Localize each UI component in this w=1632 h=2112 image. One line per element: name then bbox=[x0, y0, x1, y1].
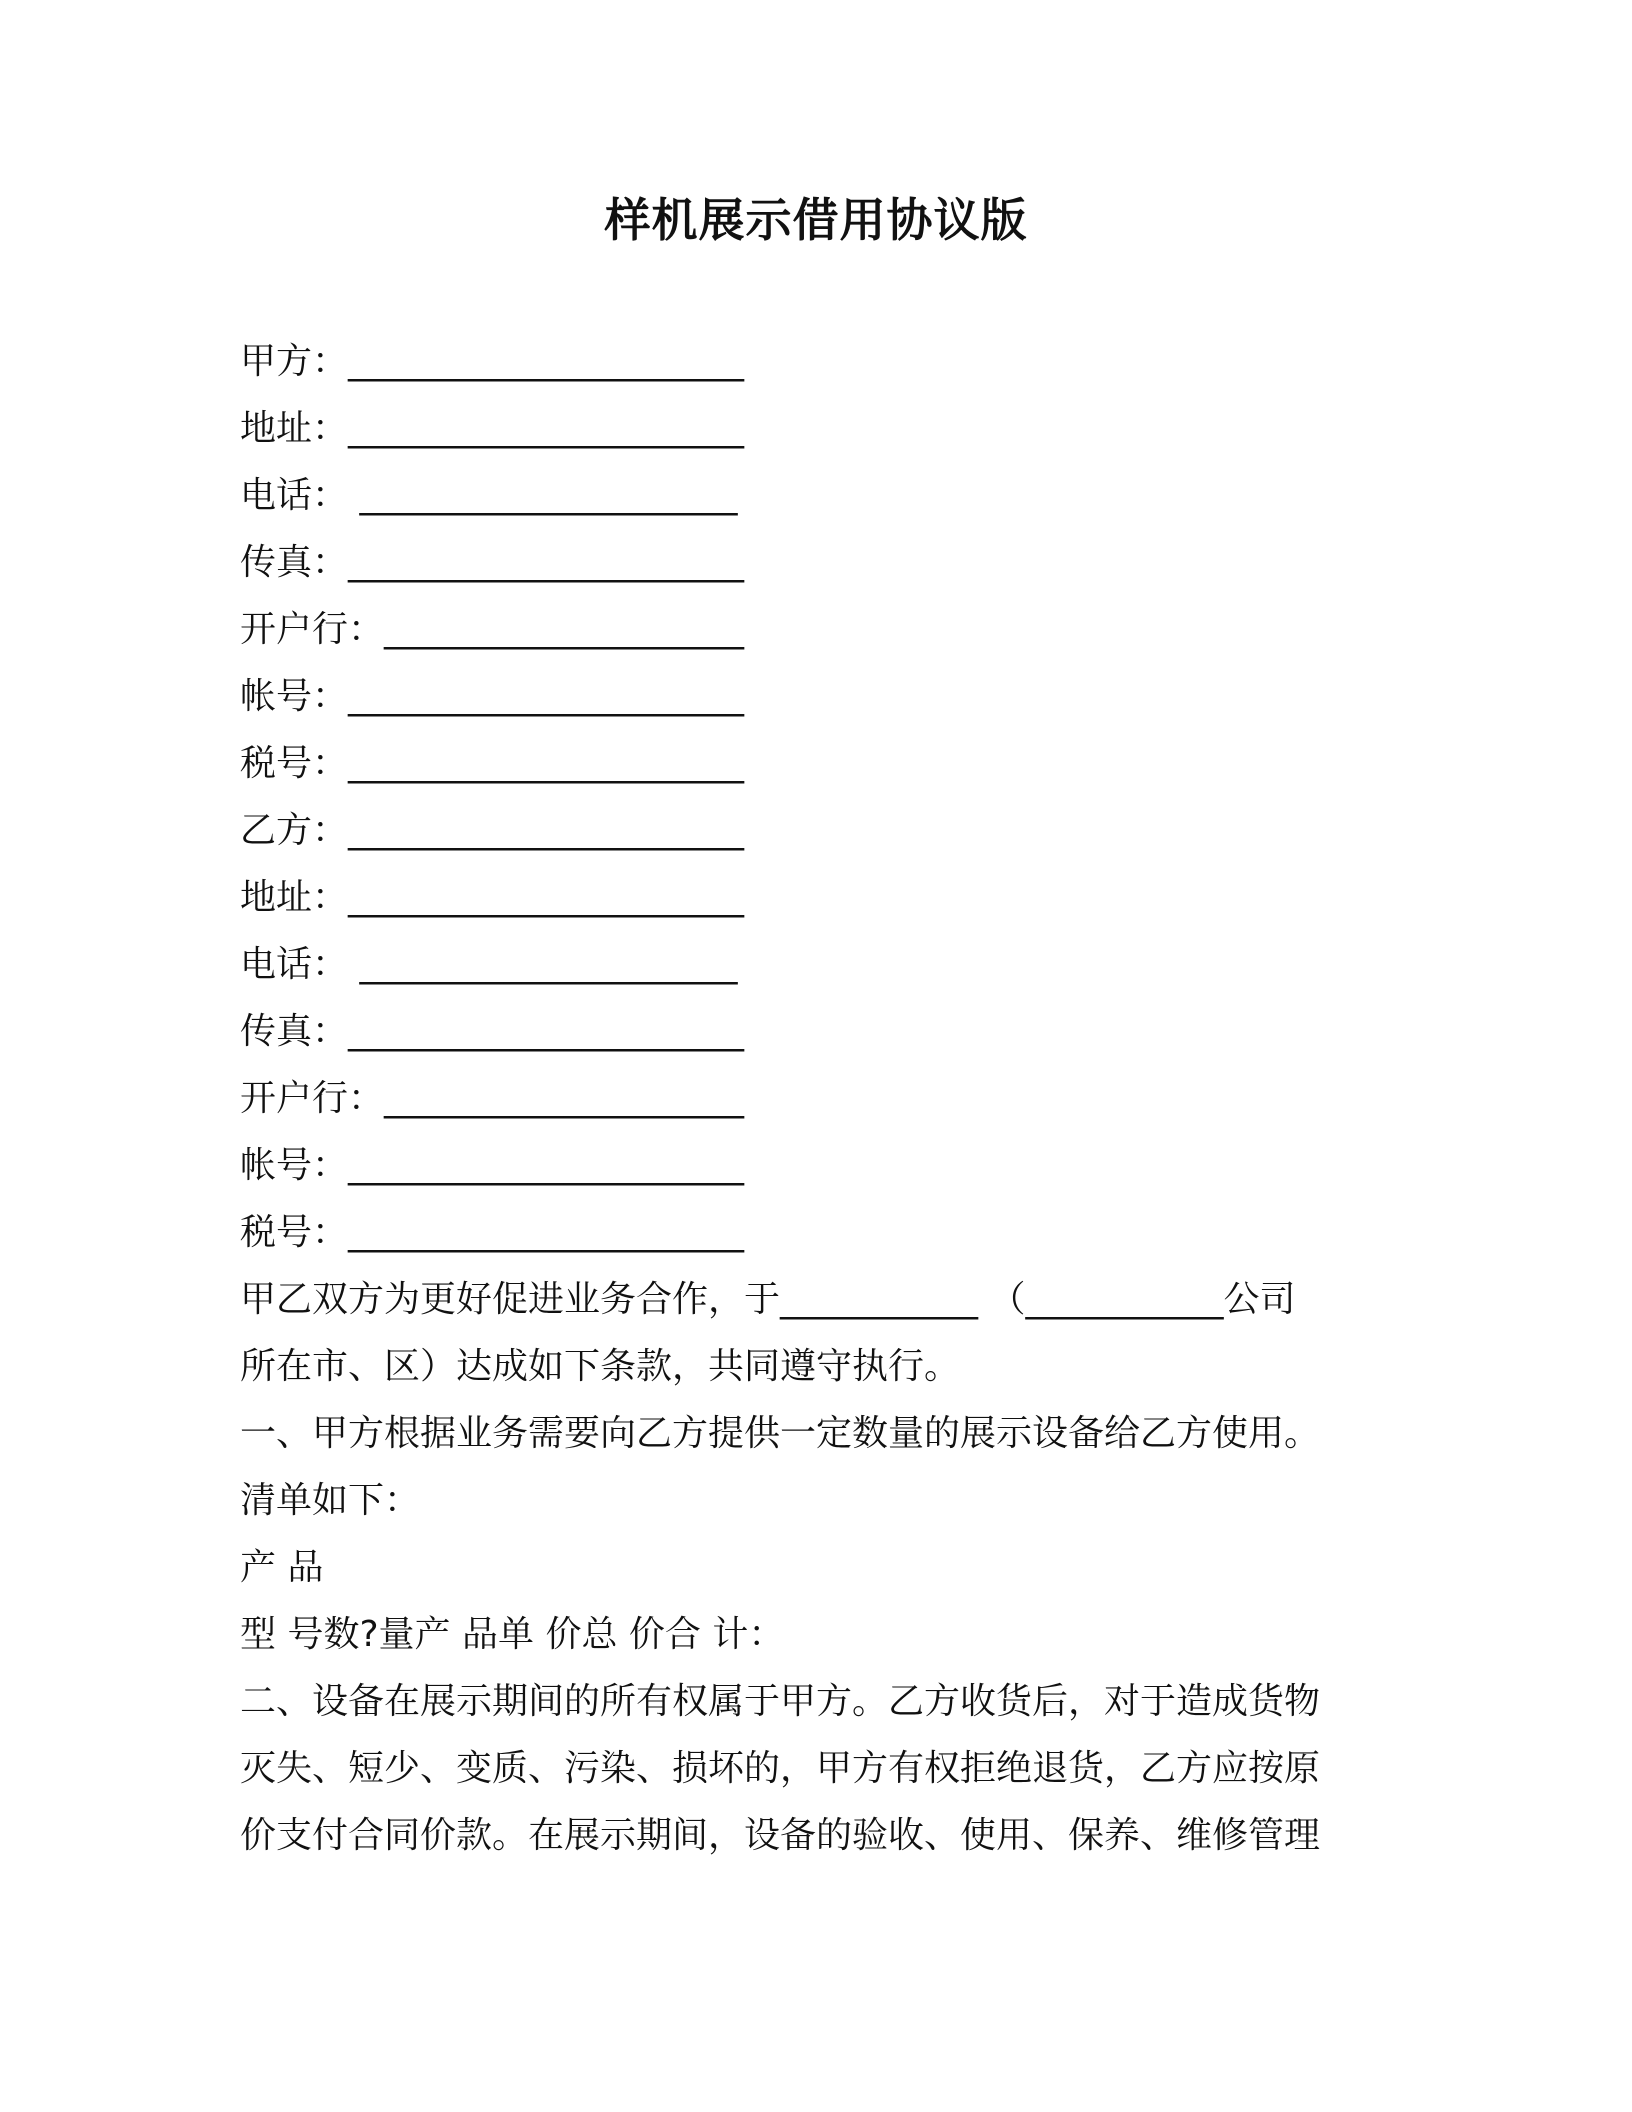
body-line: 清单如下： bbox=[240, 1480, 421, 1521]
party-a-account-field: 帐号：______________________ bbox=[240, 676, 745, 717]
body-line: 一、甲方根据业务需要向乙方提供一定数量的展示设备给乙方使用。 bbox=[240, 1413, 1321, 1454]
party-a-name-field: 甲方：______________________ bbox=[240, 341, 745, 382]
party-b-bank-field: 开户行：____________________ bbox=[240, 1078, 745, 1119]
document-body bbox=[240, 328, 1410, 1869]
party-b-account-field: 帐号：______________________ bbox=[240, 1145, 745, 1186]
party-a-address-field: 地址：______________________ bbox=[240, 408, 745, 449]
party-b-address-field: 地址：______________________ bbox=[240, 877, 745, 918]
party-b-tax-id-field: 税号：______________________ bbox=[240, 1212, 745, 1253]
body-line: 二、设备在展示期间的所有权属于甲方。乙方收货后，对于造成货物 bbox=[240, 1681, 1321, 1722]
party-a-fax-field: 传真：______________________ bbox=[240, 542, 745, 583]
body-line: 价支付合同价款。在展示期间，设备的验收、使用、保养、维修管理 bbox=[240, 1815, 1321, 1856]
body-line: 产 品 bbox=[240, 1547, 324, 1588]
body-line: 型 号数?量产 品单 价总 价合 计： bbox=[240, 1614, 785, 1655]
party-a-bank-field: 开户行：____________________ bbox=[240, 609, 745, 650]
party-a-tax-id-field: 税号：______________________ bbox=[240, 743, 745, 784]
body-line: 所在市、区）达成如下条款，共同遵守执行。 bbox=[240, 1346, 961, 1387]
party-b-fax-field: 传真：______________________ bbox=[240, 1011, 745, 1052]
party-b-phone-field: 电话： _____________________ bbox=[240, 944, 738, 985]
party-a-phone-field: 电话： _____________________ bbox=[240, 475, 738, 516]
body-line: 灭失、短少、变质、污染、损坏的，甲方有权拒绝退货，乙方应按原 bbox=[240, 1748, 1321, 1789]
body-line: 甲乙双方为更好促进业务合作，于___________ （___________公司 bbox=[240, 1279, 1296, 1320]
document-title: 样机展示借用协议版 bbox=[604, 193, 1028, 247]
party-b-name-field: 乙方：______________________ bbox=[240, 810, 745, 851]
